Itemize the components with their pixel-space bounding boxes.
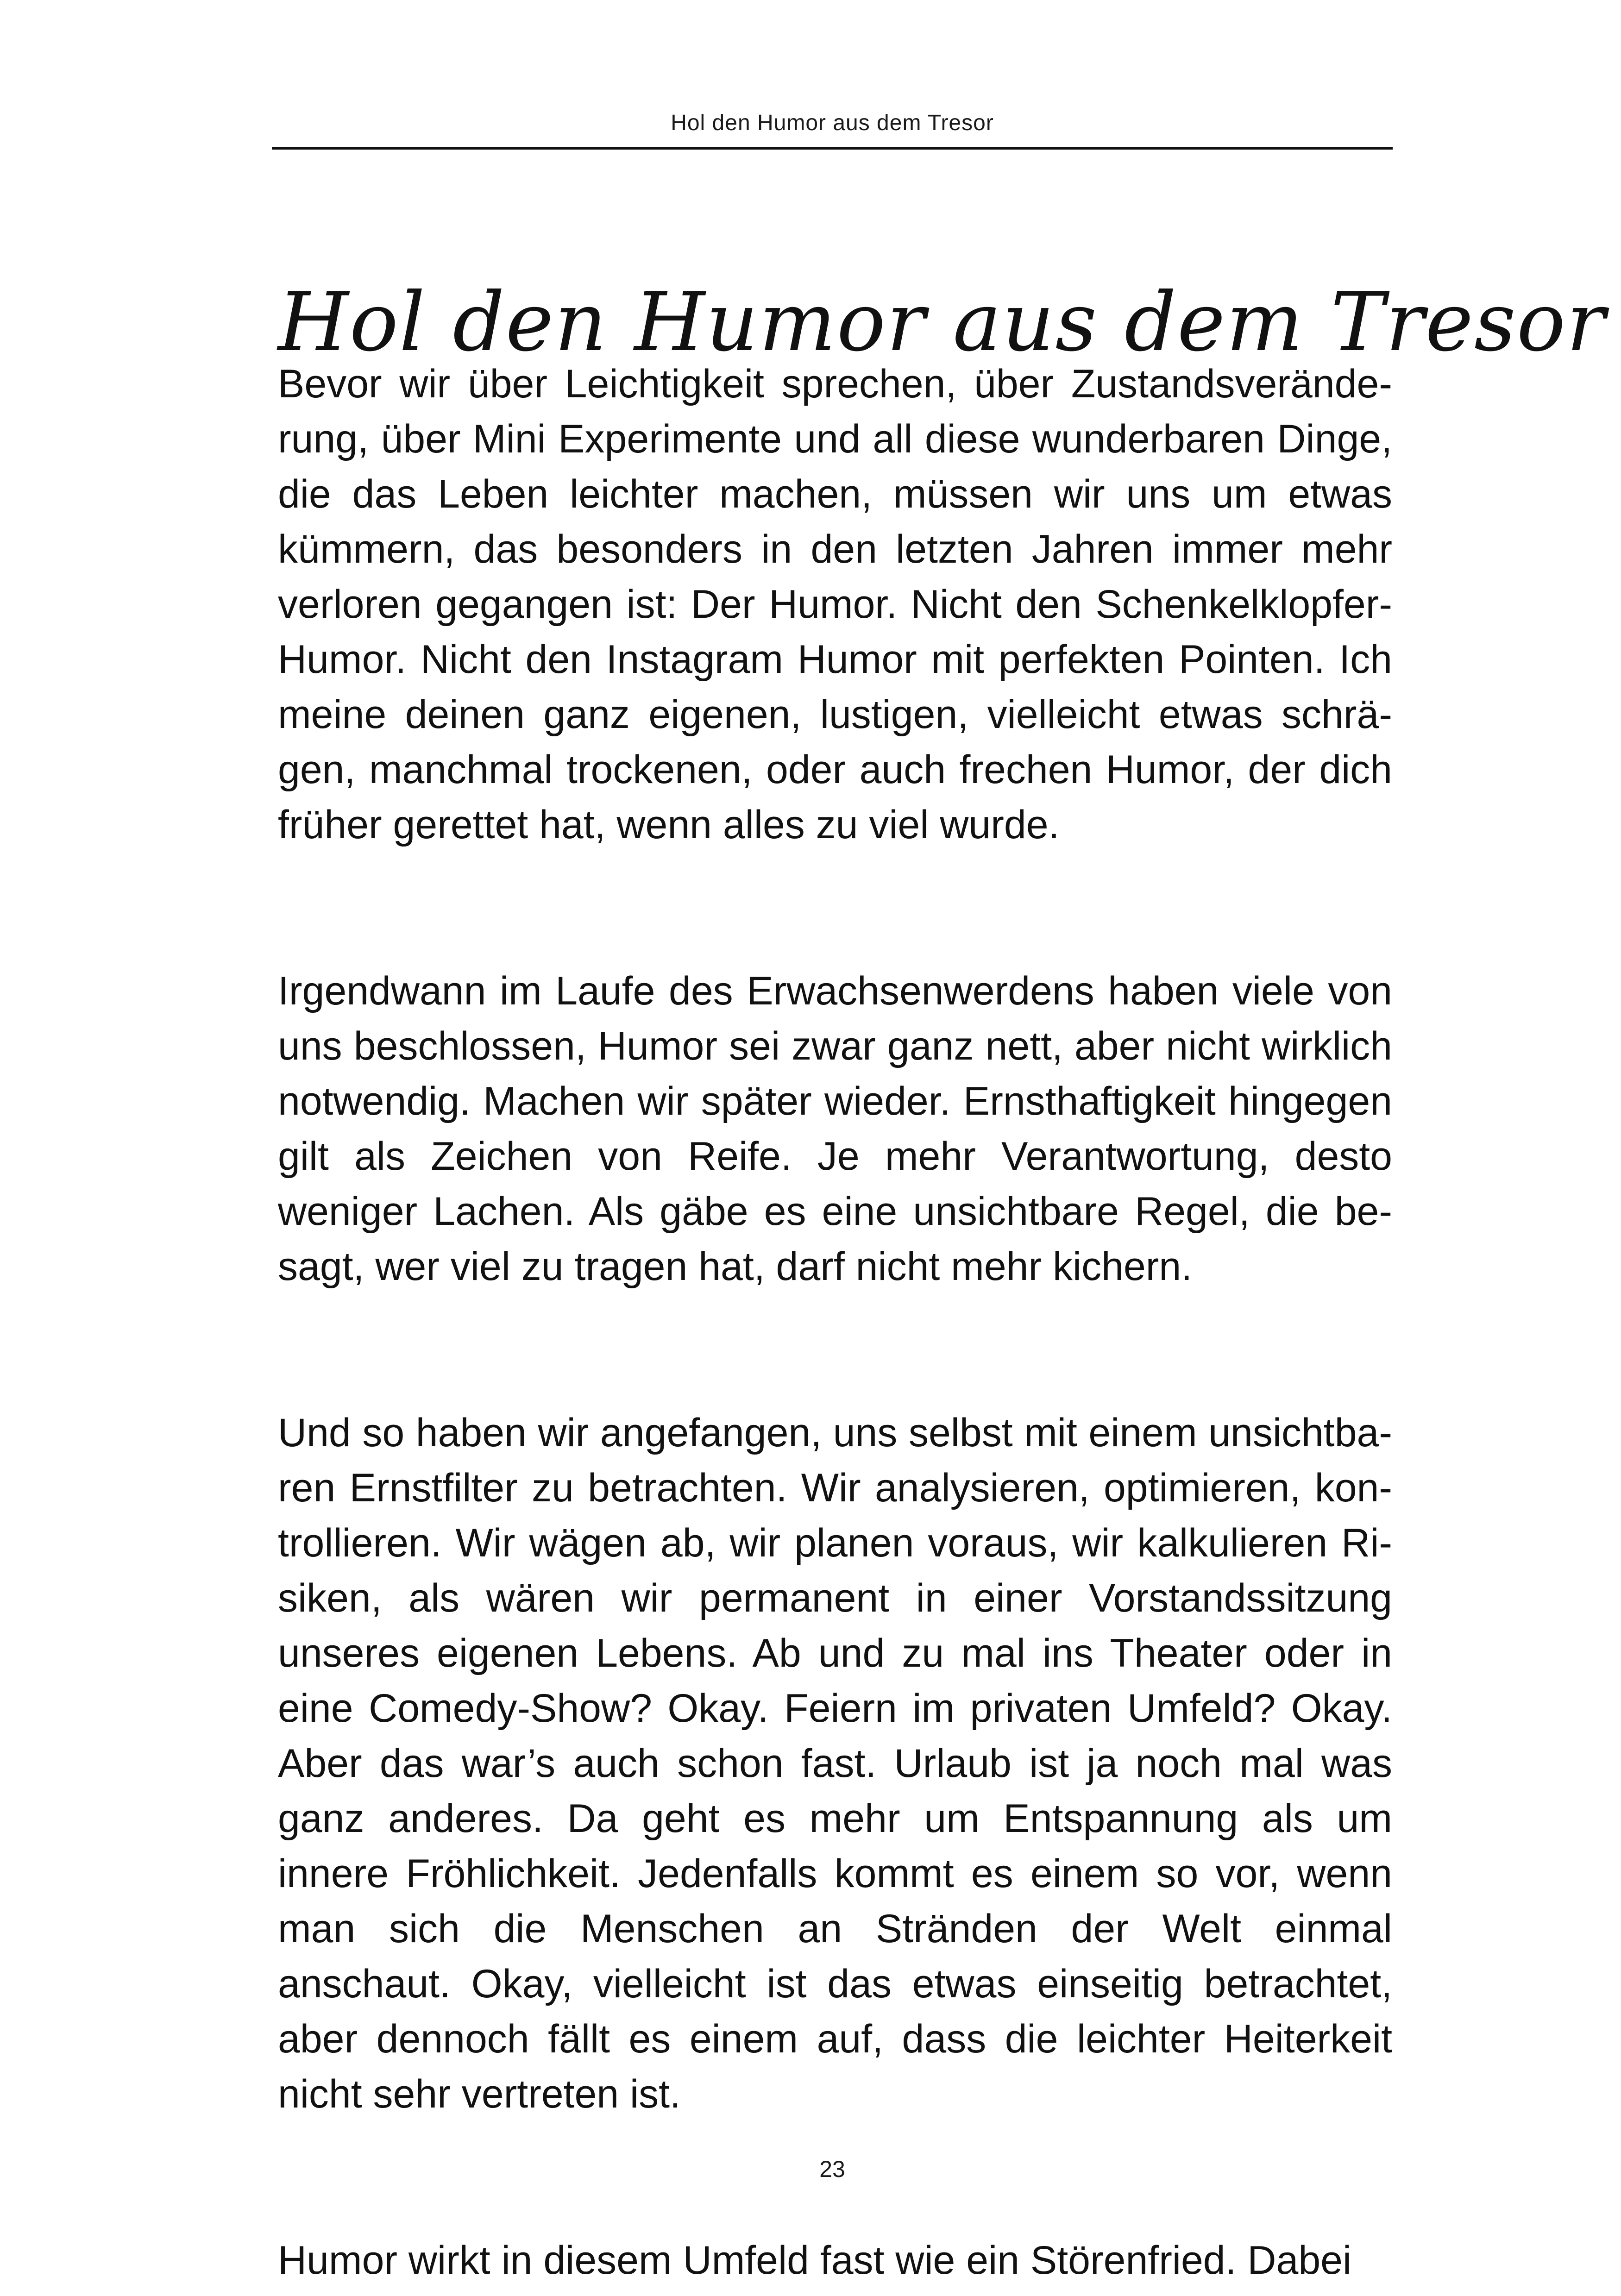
- paragraph: Irgendwann im Laufe des Erwachsenwerdens haben viele von uns beschlossen, Humor sei zwar ganz nett, aber nicht wirklich notwendig. Machen wir später wieder. Ernsthaftigkeit hingegen gilt als Zeichen von Reife. Je mehr Verantwortung, desto weniger Lachen. Als gäbe es eine unsichtbare Regel, die besagt, wer viel zu tragen hat, darf nicht mehr kichern.: [278, 969, 1392, 1289]
- running-header: Hol den Humor aus dem Tresor: [671, 111, 994, 135]
- body-text: [278, 357, 1392, 2288]
- paragraph: Und so haben wir angefangen, uns selbst mit einem unsichtbaren Ernstfilter zu betrachten. Wir analysieren, optimieren, kontrollieren. Wir wägen ab, wir planen voraus, wir kalkulieren Risiken, als wären wir permanent in einer Vorstandssitzung unseres eigenen Lebens. Ab und zu mal ins Theater oder in eine Comedy-Show? Okay. Feiern im privaten Umfeld? Okay. Aber das war’s auch schon fast. Urlaub ist ja noch mal was ganz anderes. Da geht es mehr um Entspannung als um innere Fröhlichkeit. Jedenfalls kommt es einem so vor, wenn man sich die Menschen an Stränden der Welt einmal anschaut. Okay, vielleicht ist das etwas einseitig betrachtet, aber dennoch fällt es einem auf, dass die leichter Heiterkeit nicht sehr vertreten ist.: [278, 1411, 1392, 2116]
- paragraph: Bevor wir über Leichtigkeit sprechen, über Zustandsveränderung, über Mini Experimente und all diese wunderbaren Dinge, die das Leben leichter machen, müssen wir uns um etwas kümmern, das besonders in den letzten Jahren immer mehr verloren gegangen ist: Der Humor. Nicht den Schenkelklopfer-Humor. Nicht den Instagram Humor mit perfekten Pointen. Ich meine deinen ganz eigenen, lustigen, vielleicht etwas schrägen, manchmal trockenen, oder auch frechen Humor, der dich früher gerettet hat, wenn alles zu viel wurde.: [278, 362, 1392, 847]
- paragraph: Humor wirkt in diesem Umfeld fast wie ein Störenfried. Dabei: [278, 2238, 1352, 2283]
- page-number: 23: [819, 2156, 845, 2182]
- header-rule: [272, 147, 1393, 150]
- chapter-title: Hol den Humor aus dem Tresor: [278, 276, 1606, 370]
